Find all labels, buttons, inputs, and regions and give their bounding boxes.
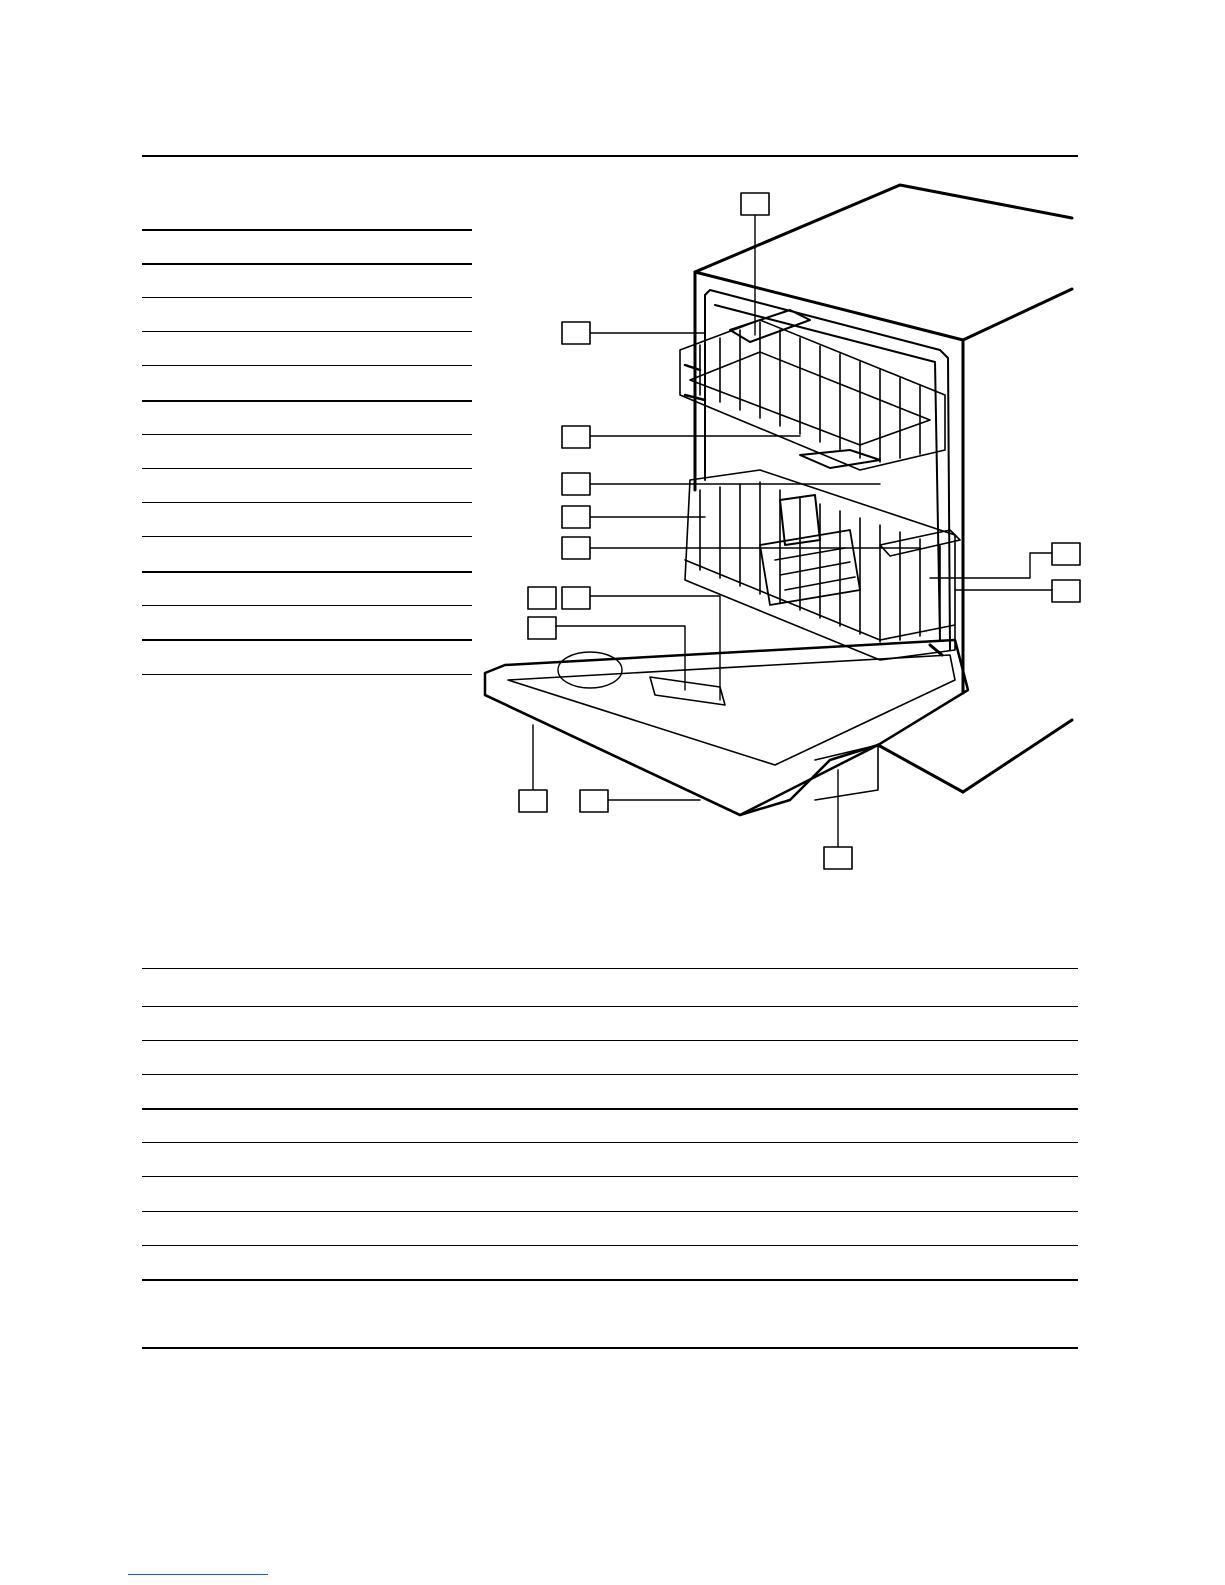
door xyxy=(485,640,968,815)
spec-row-rule xyxy=(142,1176,1078,1177)
spec-row-rule xyxy=(142,1347,1078,1349)
callout-box xyxy=(528,587,556,609)
callout-box xyxy=(562,322,590,344)
callout-box xyxy=(824,847,852,869)
legend-row-rule xyxy=(142,297,472,298)
footnote-rule xyxy=(128,1574,268,1575)
legend-row-rule xyxy=(142,468,472,469)
callout-box xyxy=(741,193,769,215)
callout-box xyxy=(1052,543,1080,565)
spec-row-rule xyxy=(142,1074,1078,1075)
spec-row-rule xyxy=(142,1279,1078,1281)
spec-row-rule xyxy=(142,1006,1078,1007)
legend-row-rule xyxy=(142,536,472,537)
legend-row-rule xyxy=(142,674,472,675)
spec-row-rule xyxy=(142,1040,1078,1041)
spec-row-rule xyxy=(142,1108,1078,1110)
lower-basket xyxy=(685,470,955,660)
upper-spray-arm xyxy=(800,450,880,468)
legend-row-rule xyxy=(142,502,472,503)
cabinet-outline xyxy=(695,185,1072,792)
dishwasher-illustration xyxy=(480,180,1100,880)
legend-row-rule xyxy=(142,605,472,606)
legend-row-rule xyxy=(142,365,472,366)
spec-row-rule xyxy=(142,1211,1078,1212)
callout-box xyxy=(562,587,590,609)
legend-row-rule xyxy=(142,571,472,573)
header-rule xyxy=(142,155,1078,157)
legend-row-rule xyxy=(142,229,472,231)
legend-row-rule xyxy=(142,434,472,435)
legend-row-rule xyxy=(142,331,472,332)
callout-box xyxy=(562,426,590,448)
callout-box xyxy=(562,537,590,559)
spec-row-rule xyxy=(142,968,1078,969)
legend-row-rule xyxy=(142,639,472,641)
spec-row-rule xyxy=(142,1245,1078,1246)
upper-basket xyxy=(680,310,945,470)
callout-box xyxy=(562,506,590,528)
legend-row-rule xyxy=(142,263,472,265)
callout-box xyxy=(1052,580,1080,602)
callout-box xyxy=(580,790,608,812)
callout-box xyxy=(562,473,590,495)
callout-leaders xyxy=(533,215,1052,847)
callout-box xyxy=(528,617,556,639)
spec-row-rule xyxy=(142,1142,1078,1143)
legend-row-rule xyxy=(142,400,472,402)
callout-box xyxy=(519,790,547,812)
